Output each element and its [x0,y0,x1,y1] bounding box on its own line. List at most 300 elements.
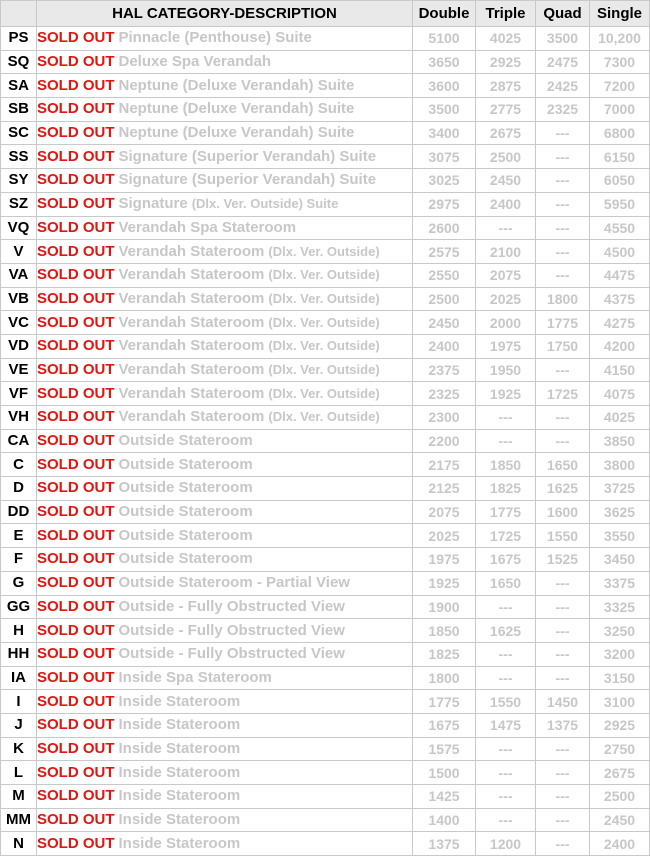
category-description-cell [37,27,413,51]
price-quad: --- [536,737,590,761]
category-code: VF [1,382,37,406]
stateroom-name: Pinnacle (Penthouse) Suite [118,29,312,47]
price-triple: 1475 [476,713,536,737]
sold-out-label: SOLD OUT [37,479,115,497]
category-description-cell [37,785,413,809]
sold-out-label: SOLD OUT [37,550,115,568]
price-triple: --- [476,761,536,785]
sold-out-label: SOLD OUT [37,147,115,165]
sold-out-label: SOLD OUT [37,266,115,284]
category-description-cell [37,287,413,311]
price-quad: --- [536,571,590,595]
category-description-cell [37,453,413,477]
stateroom-name: Inside Spa Stateroom [118,668,272,686]
stateroom-name: Verandah Stateroom [118,384,265,402]
sold-out-label: SOLD OUT [37,597,115,615]
table-row [1,785,650,809]
category-code: SQ [1,50,37,74]
price-single: 4275 [590,311,650,335]
header-triple: Triple [476,1,536,27]
price-triple: 2500 [476,145,536,169]
category-code: DD [1,500,37,524]
price-single: 4200 [590,334,650,358]
category-code: CA [1,429,37,453]
price-quad: --- [536,121,590,145]
price-double: 1775 [413,690,476,714]
price-quad: 1375 [536,713,590,737]
price-triple: 2925 [476,50,536,74]
table-row [1,453,650,477]
category-description-cell [37,761,413,785]
price-single: 2400 [590,832,650,856]
table-row [1,240,650,264]
price-triple: --- [476,429,536,453]
category-description-cell [37,737,413,761]
price-quad: 1550 [536,524,590,548]
category-description-cell [37,524,413,548]
price-single: 6800 [590,121,650,145]
price-double: 2550 [413,263,476,287]
sold-out-label: SOLD OUT [37,408,115,426]
stateroom-name: Verandah Stateroom [118,313,265,331]
price-triple: 1725 [476,524,536,548]
price-double: 1425 [413,785,476,809]
table-row [1,571,650,595]
stateroom-name: Verandah Stateroom [118,337,265,355]
category-description-cell [37,192,413,216]
price-quad: --- [536,808,590,832]
price-double: 2300 [413,406,476,430]
stateroom-name: Neptune (Deluxe Verandah) Suite [118,124,355,142]
price-quad: --- [536,145,590,169]
price-triple: 1675 [476,548,536,572]
price-single: 7000 [590,98,650,122]
price-double: 2200 [413,429,476,453]
stateroom-name: Verandah Stateroom [118,266,265,284]
stateroom-name: Outside - Fully Obstructed View [118,597,345,615]
sold-out-label: SOLD OUT [37,716,115,734]
price-triple: --- [476,216,536,240]
stateroom-name: Outside Stateroom [118,503,253,521]
stateroom-name: Verandah Stateroom [118,408,265,426]
stateroom-note: (Dlx. Ver. Outside) [268,385,380,401]
table-row [1,216,650,240]
price-triple: 1950 [476,358,536,382]
sold-out-label: SOLD OUT [37,289,115,307]
price-double: 1400 [413,808,476,832]
price-triple: 1200 [476,832,536,856]
sold-out-label: SOLD OUT [37,574,115,592]
stateroom-name: Signature (Superior Verandah) Suite [118,171,377,189]
stateroom-name: Verandah Spa Stateroom [118,218,297,236]
price-double: 1375 [413,832,476,856]
sold-out-label: SOLD OUT [37,384,115,402]
price-single: 3800 [590,453,650,477]
category-code: C [1,453,37,477]
sold-out-label: SOLD OUT [37,645,115,663]
category-description-cell [37,619,413,643]
header-double: Double [413,1,476,27]
category-code: SY [1,169,37,193]
stateroom-note: (Dlx. Ver. Outside) Suite [191,196,339,212]
price-quad: 1450 [536,690,590,714]
price-triple: 2025 [476,287,536,311]
price-double: 1800 [413,666,476,690]
price-double: 1825 [413,642,476,666]
category-description-cell [37,548,413,572]
category-code: F [1,548,37,572]
price-quad: 1750 [536,334,590,358]
category-code: V [1,240,37,264]
price-double: 2500 [413,287,476,311]
category-code: VH [1,406,37,430]
category-description-cell [37,808,413,832]
table-row [1,666,650,690]
stateroom-name: Inside Stateroom [118,692,241,710]
category-description-cell [37,169,413,193]
price-quad: 3500 [536,27,590,51]
price-double: 3400 [413,121,476,145]
table-row [1,548,650,572]
price-quad: 2425 [536,74,590,98]
stateroom-name: Inside Stateroom [118,787,241,805]
sold-out-label: SOLD OUT [37,787,115,805]
stateroom-name: Signature (Superior Verandah) Suite [118,147,377,165]
category-description-cell [37,98,413,122]
price-triple: 2000 [476,311,536,335]
price-triple: --- [476,406,536,430]
price-quad: --- [536,619,590,643]
table-row [1,287,650,311]
price-single: 2450 [590,808,650,832]
category-code: SS [1,145,37,169]
category-code: VQ [1,216,37,240]
table-row [1,50,650,74]
price-triple: 2075 [476,263,536,287]
price-triple: --- [476,595,536,619]
price-double: 2400 [413,334,476,358]
price-triple: 4025 [476,27,536,51]
price-double: 3075 [413,145,476,169]
stateroom-name: Outside Stateroom [118,526,253,544]
price-triple: --- [476,737,536,761]
stateroom-name: Outside - Fully Obstructed View [118,621,345,639]
stateroom-name: Neptune (Deluxe Verandah) Suite [118,76,355,94]
stateroom-name: Signature [118,195,188,213]
price-quad: --- [536,169,590,193]
price-double: 2025 [413,524,476,548]
stateroom-name: Verandah Stateroom [118,360,265,378]
category-description-cell [37,595,413,619]
table-row [1,477,650,501]
category-code: E [1,524,37,548]
category-code: VC [1,311,37,335]
stateroom-name: Outside Stateroom - Partial View [118,574,350,592]
table-row [1,737,650,761]
sold-out-label: SOLD OUT [37,526,115,544]
header-category-description: HAL CATEGORY-DESCRIPTION [37,1,413,27]
price-quad: 1775 [536,311,590,335]
category-code: SB [1,98,37,122]
table-row [1,382,650,406]
table-row [1,619,650,643]
sold-out-label: SOLD OUT [37,124,115,142]
table-row [1,642,650,666]
price-double: 3025 [413,169,476,193]
stateroom-name: Inside Stateroom [118,739,241,757]
price-quad: 1725 [536,382,590,406]
price-single: 7200 [590,74,650,98]
price-double: 2125 [413,477,476,501]
category-code: G [1,571,37,595]
table-row [1,832,650,856]
stateroom-name: Deluxe Spa Verandah [118,53,272,71]
price-double: 1575 [413,737,476,761]
sold-out-label: SOLD OUT [37,811,115,829]
fare-table-body [1,27,650,856]
price-triple: 1625 [476,619,536,643]
sold-out-label: SOLD OUT [37,242,115,260]
category-description-cell [37,477,413,501]
price-double: 5100 [413,27,476,51]
category-code: SA [1,74,37,98]
price-double: 3650 [413,50,476,74]
table-row [1,358,650,382]
price-triple: 2450 [476,169,536,193]
price-triple: 1775 [476,500,536,524]
table-row [1,334,650,358]
price-quad: 2475 [536,50,590,74]
price-single: 3375 [590,571,650,595]
stateroom-name: Verandah Stateroom [118,242,265,260]
price-quad: 1625 [536,477,590,501]
category-description-cell [37,429,413,453]
price-single: 4475 [590,263,650,287]
sold-out-label: SOLD OUT [37,692,115,710]
price-double: 2375 [413,358,476,382]
sold-out-label: SOLD OUT [37,100,115,118]
price-single: 3250 [590,619,650,643]
price-single: 3325 [590,595,650,619]
sold-out-label: SOLD OUT [37,834,115,852]
price-double: 1675 [413,713,476,737]
price-single: 3100 [590,690,650,714]
stateroom-note: (Dlx. Ver. Outside) [268,409,380,425]
price-double: 1850 [413,619,476,643]
price-triple: --- [476,785,536,809]
price-single: 6050 [590,169,650,193]
category-code: D [1,477,37,501]
table-row [1,145,650,169]
price-triple: 2775 [476,98,536,122]
stateroom-name: Inside Stateroom [118,811,241,829]
price-single: 4500 [590,240,650,264]
price-quad: --- [536,429,590,453]
price-triple: 2875 [476,74,536,98]
category-description-cell [37,334,413,358]
price-quad: --- [536,595,590,619]
category-code: PS [1,27,37,51]
category-description-cell [37,240,413,264]
price-double: 1900 [413,595,476,619]
category-code: VB [1,287,37,311]
category-description-cell [37,713,413,737]
price-quad: --- [536,832,590,856]
table-row [1,524,650,548]
sold-out-label: SOLD OUT [37,171,115,189]
sold-out-label: SOLD OUT [37,53,115,71]
stateroom-note: (Dlx. Ver. Outside) [268,314,380,330]
price-single: 6150 [590,145,650,169]
price-quad: --- [536,666,590,690]
price-single: 4375 [590,287,650,311]
stateroom-name: Verandah Stateroom [118,289,265,307]
price-quad: 1525 [536,548,590,572]
sold-out-label: SOLD OUT [37,503,115,521]
price-quad: --- [536,761,590,785]
table-row [1,406,650,430]
category-code: M [1,785,37,809]
price-single: 4075 [590,382,650,406]
category-code: GG [1,595,37,619]
category-description-cell [37,263,413,287]
price-single: 3550 [590,524,650,548]
price-double: 2075 [413,500,476,524]
table-row [1,595,650,619]
price-triple: --- [476,808,536,832]
price-triple: 2400 [476,192,536,216]
price-triple: 2100 [476,240,536,264]
header-single: Single [590,1,650,27]
header-row [1,1,650,27]
category-description-cell [37,406,413,430]
price-triple: 1925 [476,382,536,406]
table-row [1,27,650,51]
sold-out-label: SOLD OUT [37,29,115,47]
price-double: 2975 [413,192,476,216]
category-description-cell [37,832,413,856]
table-row [1,808,650,832]
category-code: VD [1,334,37,358]
price-single: 2750 [590,737,650,761]
stateroom-note: (Dlx. Ver. Outside) [268,361,380,377]
price-double: 1975 [413,548,476,572]
category-code: VE [1,358,37,382]
price-single: 2500 [590,785,650,809]
category-code: MM [1,808,37,832]
stateroom-name: Inside Stateroom [118,763,241,781]
category-code: VA [1,263,37,287]
category-description-cell [37,642,413,666]
category-description-cell [37,216,413,240]
price-single: 2675 [590,761,650,785]
sold-out-label: SOLD OUT [37,195,115,213]
stateroom-note: (Dlx. Ver. Outside) [268,267,380,283]
sold-out-label: SOLD OUT [37,432,115,450]
price-single: 5950 [590,192,650,216]
price-quad: 1600 [536,500,590,524]
price-double: 3600 [413,74,476,98]
price-quad: --- [536,263,590,287]
price-quad: --- [536,192,590,216]
category-description-cell [37,121,413,145]
stateroom-name: Outside - Fully Obstructed View [118,645,345,663]
price-single: 10,200 [590,27,650,51]
category-description-cell [37,50,413,74]
sold-out-label: SOLD OUT [37,668,115,686]
price-single: 3725 [590,477,650,501]
stateroom-note: (Dlx. Ver. Outside) [268,243,380,259]
price-double: 2175 [413,453,476,477]
table-row [1,500,650,524]
price-double: 2600 [413,216,476,240]
price-double: 3500 [413,98,476,122]
header-code [1,1,37,27]
sold-out-label: SOLD OUT [37,218,115,236]
price-single: 4150 [590,358,650,382]
category-code: L [1,761,37,785]
price-triple: --- [476,666,536,690]
stateroom-name: Outside Stateroom [118,550,253,568]
category-code: I [1,690,37,714]
price-double: 1925 [413,571,476,595]
sold-out-label: SOLD OUT [37,455,115,473]
sold-out-label: SOLD OUT [37,621,115,639]
price-triple: 1975 [476,334,536,358]
stateroom-name: Inside Stateroom [118,834,241,852]
price-single: 2925 [590,713,650,737]
price-double: 2450 [413,311,476,335]
price-quad: 1800 [536,287,590,311]
price-single: 3200 [590,642,650,666]
table-row [1,263,650,287]
table-row [1,429,650,453]
stateroom-name: Outside Stateroom [118,455,253,473]
category-code: SZ [1,192,37,216]
price-single: 3450 [590,548,650,572]
price-single: 4550 [590,216,650,240]
category-description-cell [37,74,413,98]
price-quad: --- [536,785,590,809]
price-quad: --- [536,642,590,666]
price-quad: --- [536,358,590,382]
price-triple: --- [476,642,536,666]
price-single: 7300 [590,50,650,74]
price-single: 3625 [590,500,650,524]
table-row [1,761,650,785]
stateroom-note: (Dlx. Ver. Outside) [268,290,380,306]
table-row [1,713,650,737]
category-description-cell [37,358,413,382]
table-row [1,121,650,145]
sold-out-label: SOLD OUT [37,763,115,781]
sold-out-label: SOLD OUT [37,337,115,355]
category-description-cell [37,571,413,595]
price-single: 3850 [590,429,650,453]
sold-out-label: SOLD OUT [37,76,115,94]
category-description-cell [37,666,413,690]
price-quad: --- [536,216,590,240]
stateroom-name: Neptune (Deluxe Verandah) Suite [118,100,355,118]
sold-out-label: SOLD OUT [37,313,115,331]
price-double: 2575 [413,240,476,264]
header-quad: Quad [536,1,590,27]
price-single: 4025 [590,406,650,430]
category-description-cell [37,311,413,335]
table-row [1,169,650,193]
price-triple: 2675 [476,121,536,145]
table-row [1,311,650,335]
